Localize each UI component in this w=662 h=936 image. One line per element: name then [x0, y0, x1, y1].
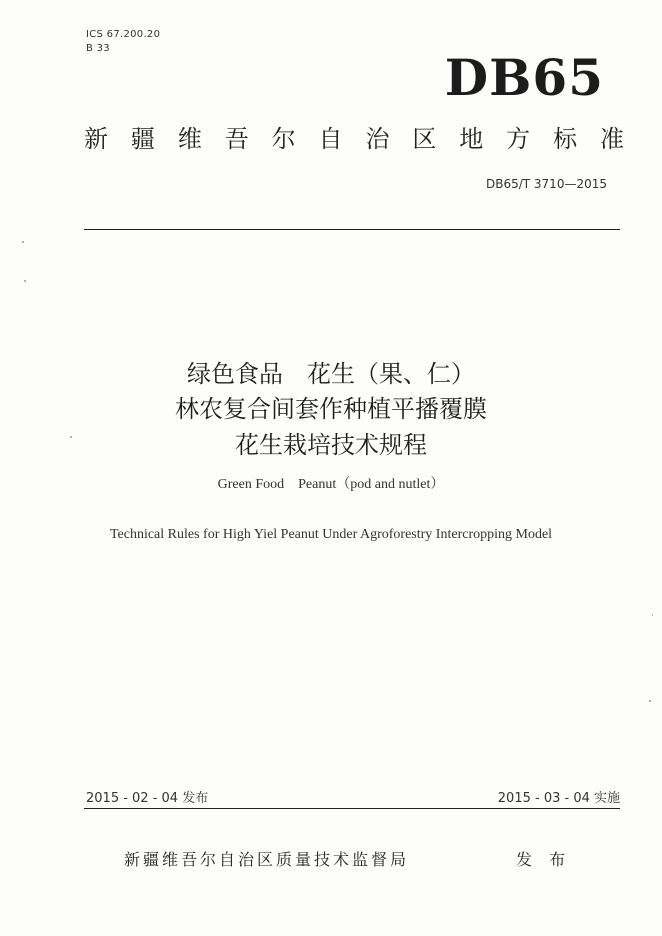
- issue-date: 2015 - 02 - 04 发布: [86, 791, 209, 806]
- standard-number: DB65/T 3710—2015: [485, 177, 607, 191]
- implementation-date: 2015 - 03 - 04 实施: [497, 791, 620, 806]
- english-title-line-2: Technical Rules for High Yiel Peanut Under Agroforestry Intercropping Model: [109, 527, 553, 542]
- scan-speck: [22, 241, 24, 243]
- footer-divider: [84, 808, 620, 809]
- issue-label: 发 布: [516, 850, 572, 869]
- scan-speck: [70, 436, 72, 438]
- title-line-1: 绿色食品 花生（果、仁）: [187, 360, 475, 388]
- ics-code: ICS 67.200.20: [86, 29, 161, 40]
- english-title-line-1: Green Food Peanut（pod and nutlet）: [217, 477, 445, 492]
- classification-code: B 33: [86, 43, 110, 54]
- title-line-2: 林农复合间套作种植平播覆膜: [175, 395, 487, 423]
- standard-logo-db65: DB65: [444, 48, 604, 107]
- header-divider: [84, 229, 620, 230]
- scan-speck: [24, 280, 26, 282]
- title-line-3: 花生栽培技术规程: [235, 431, 427, 459]
- scan-speck: [649, 700, 651, 702]
- scan-speck: [652, 614, 653, 616]
- issuing-authority: 新疆维吾尔自治区质量技术监督局: [124, 850, 410, 869]
- standard-type-heading: 新疆维吾尔自治区地方标准: [84, 125, 624, 153]
